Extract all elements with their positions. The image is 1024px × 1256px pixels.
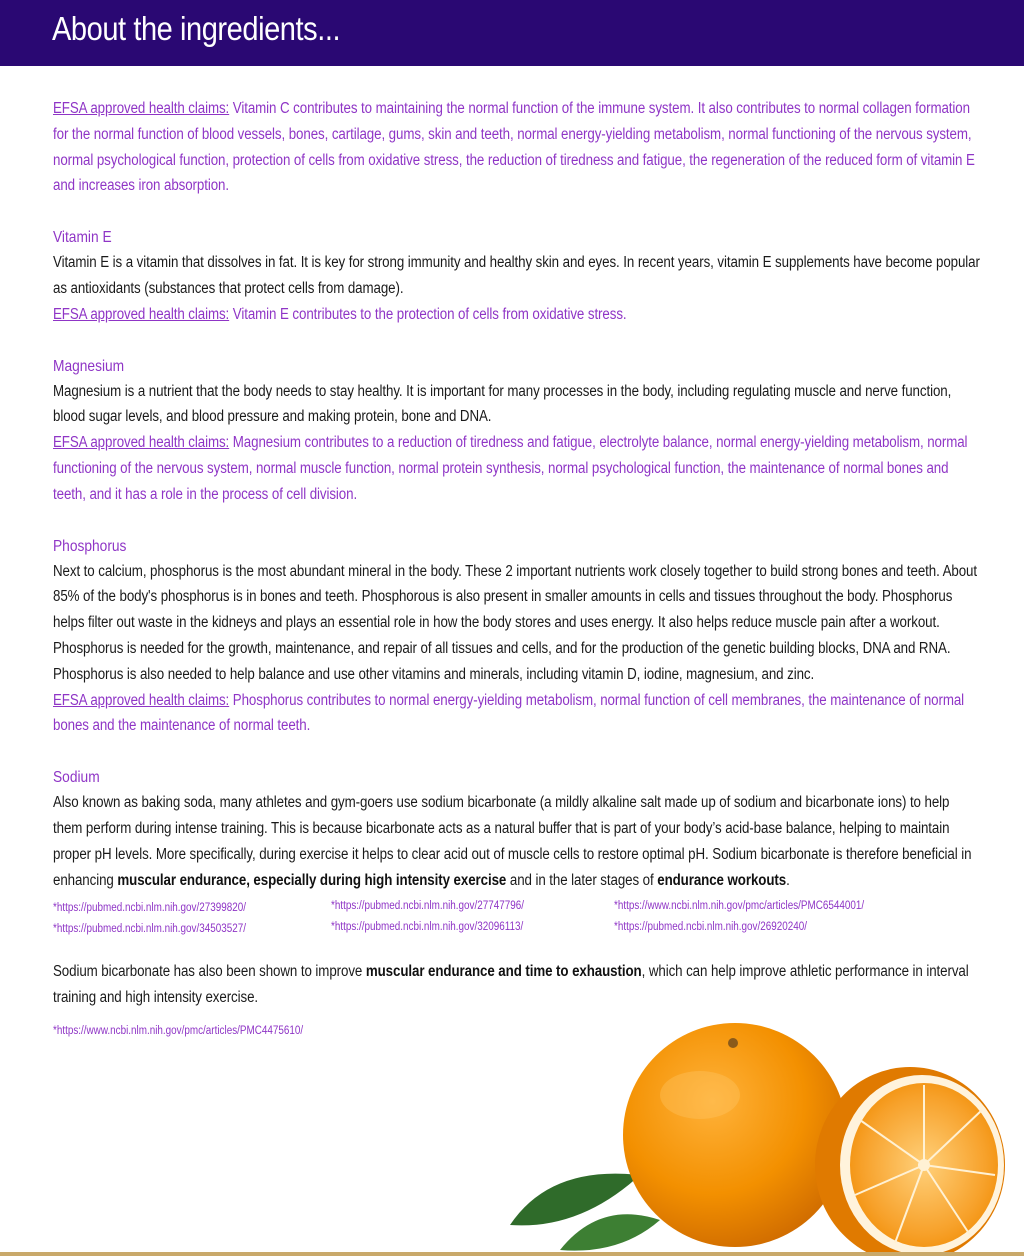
- efsa-link[interactable]: EFSA approved health claims:: [53, 305, 230, 323]
- refs-col-3: [614, 896, 864, 938]
- magnesium-section: [53, 354, 983, 508]
- bottom-rule: [0, 1252, 1024, 1256]
- ref-link[interactable]: *https://www.ncbi.nlm.nih.gov/pmc/articles/PMC4475610/: [53, 1025, 304, 1037]
- vitamin-e-body: Vitamin E is a vitamin that dissolves in fat. It is key for strong immunity and healthy skin and eyes. In recent years, vitamin E supplements have become popular as antioxidants (substances that protect cells from damage).: [53, 254, 980, 297]
- phosphorus-claims: Phosphorus contributes to normal energy-yielding metabolism, normal function of cell membranes, the maintenance of normal bones and the maintenance of normal teeth.: [53, 691, 965, 735]
- ref-link[interactable]: *https://www.ncbi.nlm.nih.gov/pmc/articles/PMC6544001/: [614, 900, 865, 912]
- phosphorus-body: Next to calcium, phosphorus is the most abundant mineral in the body. These 2 important nutrients work closely together to build strong bones and teeth. About 85% of the body's phosphorus is in bones and teeth. Phosphorous is also present in smaller amounts in cells and tissues throughout the body. Phosphorus helps filter out waste in the kidneys and plays an essential role in how the body stores and uses energy. It also helps reduce muscle pain after a workout. Phosphorus is needed for the growth, maintenance, and repair of all tissues and cells, and for the production of the genetic building blocks, DNA and RNA. Phosphorus is also needed to help balance and use other vitamins and minerals, including vitamin D, iodine, magnesium, and zinc.: [53, 562, 978, 683]
- efsa-link[interactable]: EFSA approved health claims:: [53, 691, 230, 709]
- efsa-link[interactable]: EFSA approved health claims:: [53, 100, 230, 117]
- content: [53, 96, 983, 893]
- phosphorus-section: [53, 534, 983, 740]
- sodium-body: Also known as baking soda, many athletes and gym-goers use sodium bicarbonate (a mildly alkaline salt made up of sodium and bicarbonate ions) to help them perform during intense training. This is because bicarbonate acts as a natural buffer that is part of your body’s acid-base balance, helping to maintain proper pH levels. More specifically, during exercise it helps to clear acid out of muscle cells to restore optimal pH. Sodium bicarbonate is therefore beneficial in enhancing muscular endurance, especially during high intensity exercise and in the later stages of endurance workouts.: [53, 794, 972, 889]
- ref-link[interactable]: *https://pubmed.ncbi.nlm.nih.gov/34503527/: [53, 923, 246, 935]
- page-title: About the ingredients...: [52, 10, 341, 47]
- vitamin-c-section: [53, 96, 983, 199]
- ref-link[interactable]: *https://pubmed.ncbi.nlm.nih.gov/26920240/: [614, 921, 807, 933]
- ref-link[interactable]: *https://pubmed.ncbi.nlm.nih.gov/32096113/: [331, 921, 524, 933]
- refs-final: [53, 1021, 303, 1042]
- magnesium-body: Magnesium is a nutrient that the body needs to stay healthy. It is important for many processes in the body, including regulating muscle and nerve function, blood sugar levels, and blood pressure and making protein, bone and DNA.: [53, 382, 952, 426]
- vitamin-e-claims: Vitamin E contributes to the protection of cells from oxidative stress.: [229, 305, 627, 323]
- bold-muscular-endurance: muscular endurance, especially during high intensity exercise: [117, 871, 507, 889]
- sodium-body-2: Sodium bicarbonate has also been shown to improve muscular endurance and time to exhaustion, which can help improve athletic performance in interval training and high intensity exercise.: [53, 963, 969, 1006]
- vitamin-c-claims: Vitamin C contributes to maintaining the normal function of the immune system. It also contributes to normal collagen formation for the normal function of blood vessels, bones, cartilage, gums, skin and teeth, normal energy-yielding metabolism, normal functioning of the nervous system, normal psychological function, protection of cells from oxidative stress, the reduction of tiredness and fatigue, the regeneration of the reduced form of vitamin E and increases iron absorption.: [53, 100, 975, 195]
- bold-endurance-workouts: endurance workouts: [657, 871, 787, 889]
- ref-link[interactable]: *https://pubmed.ncbi.nlm.nih.gov/27399820/: [53, 902, 246, 914]
- page-header: [0, 0, 1024, 66]
- refs-col-2: [331, 896, 524, 938]
- sodium-heading: Sodium: [53, 769, 100, 787]
- magnesium-claims: Magnesium contributes to a reduction of tiredness and fatigue, electrolyte balance, normal energy-yielding metabolism, normal functioning of the nervous system, normal muscle function, normal protein synthesis, normal psychological function, the maintenance of normal bones and teeth, and it has a role in the process of cell division.: [53, 434, 968, 503]
- vitamin-e-section: [53, 225, 983, 327]
- ref-link[interactable]: *https://pubmed.ncbi.nlm.nih.gov/27747796/: [331, 900, 524, 912]
- magnesium-heading: Magnesium: [53, 357, 125, 375]
- phosphorus-heading: Phosphorus: [53, 537, 127, 555]
- bold-time-to-exhaustion: muscular endurance and time to exhaustion: [365, 963, 642, 980]
- efsa-link[interactable]: EFSA approved health claims:: [53, 434, 230, 452]
- vitamin-e-heading: Vitamin E: [53, 229, 112, 247]
- refs-col-1: [53, 898, 246, 940]
- oranges-icon: [490, 1015, 1024, 1252]
- sodium-section: [53, 765, 983, 893]
